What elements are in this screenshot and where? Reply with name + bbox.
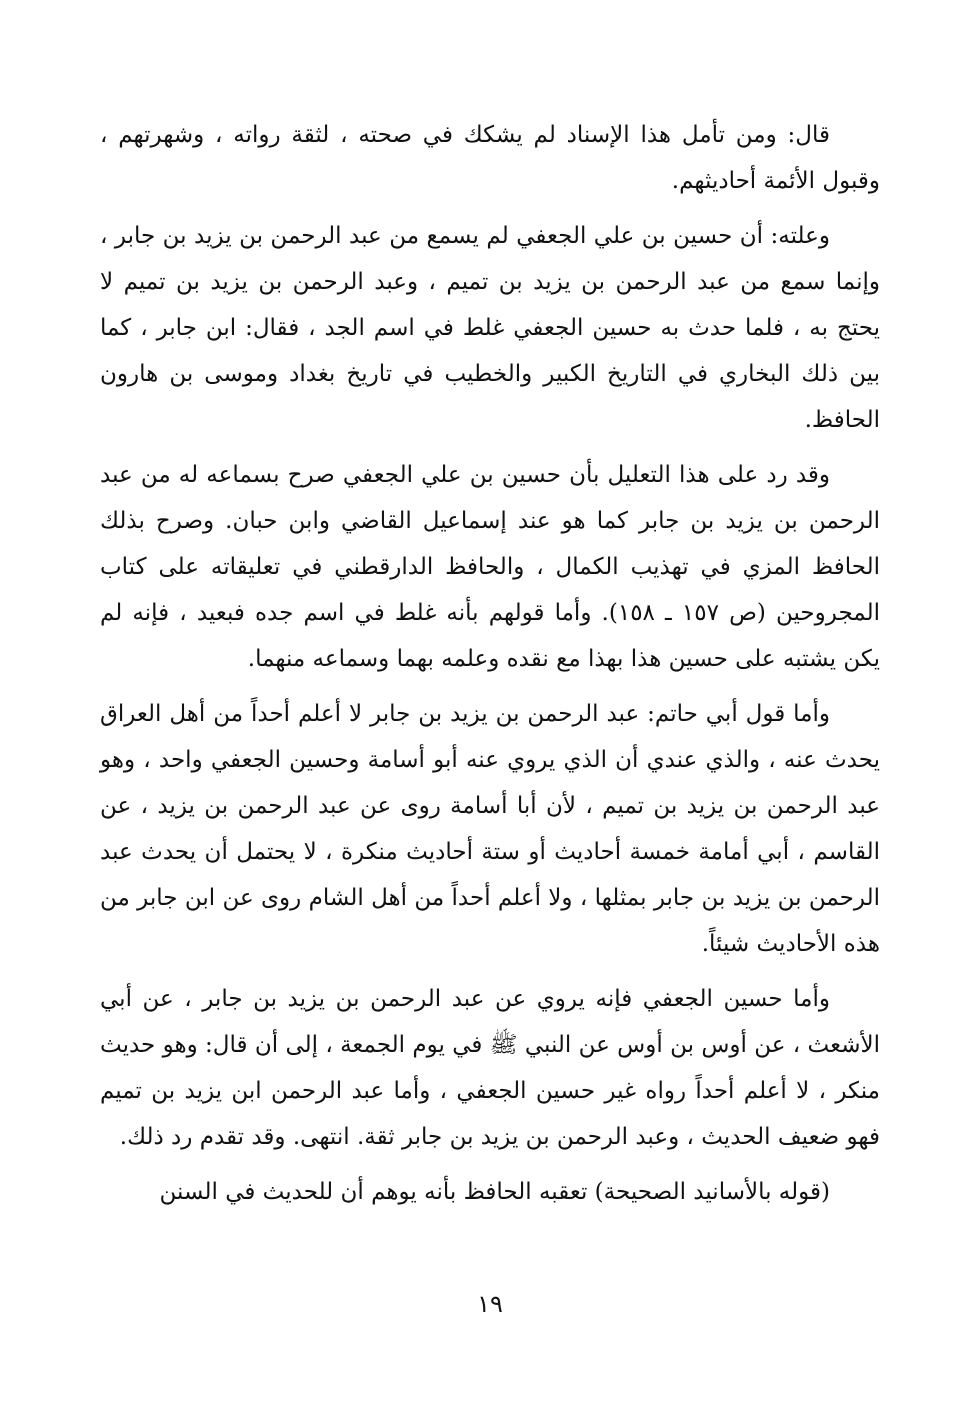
paragraph-4: وأما قول أبي حاتم: عبد الرحمن بن يزيد بن جابر لا أعلم أحداً من أهل العراق يحدث عنه ، والذي عندي أن الذي يروي عنه أبو أسامة وحسين الجعفي واحد ، وهو عبد الرحمن بن يزيد بن تميم ، لأن أبا أسامة روى عن عبد الرحمن بن يزيد ، عن القاسم ، أبي أمامة خمسة أحاديث أو ستة أحاديث منكرة ، لا يحتمل أن يحدث عبد الرحمن بن يزيد بن جابر بمثلها ، ولا أعلم أحداً من أهل الشام روى عن ابن جابر من هذه الأحاديث شيئاً.: [100, 701, 880, 957]
paragraph-3: وقد رد على هذا التعليل بأن حسين بن علي الجعفي صرح بسماعه له من عبد الرحمن بن يزيد بن جابر كما هو عند إسماعيل القاضي وابن حبان. وصرح بذلك الحافظ المزي في تهذيب الكمال ، والحافظ الدارقطني في تعليقاته على كتاب المجروحين (ص ١٥٧ ـ ١٥٨). وأما قولهم بأنه غلط في اسم جده فبعيد ، فإنه لم يكن يشتبه على حسين هذا بهذا مع نقده وعلمه بهما وسماعه منهما.: [100, 462, 880, 672]
document-body: [100, 112, 880, 1224]
paragraph-6: (قوله بالأسانيد الصحيحة) تعقبه الحافظ بأنه يوهم أن للحديث في السنن: [159, 1179, 830, 1205]
paragraph-2: وعلته: أن حسين بن علي الجعفي لم يسمع من عبد الرحمن بن يزيد بن جابر ، وإنما سمع من عبد الرحمن بن يزيد بن تميم ، وعبد الرحمن بن يزيد بن تميم لا يحتج به ، فلما حدث به حسين الجعفي غلط في اسم الجد ، فقال: ابن جابر ، كما بين ذلك البخاري في التاريخ الكبير والخطيب في تاريخ بغداد وموسى بن هارون الحافظ.: [100, 223, 880, 433]
page-number: ١٩: [477, 1290, 503, 1318]
paragraph-1: قال: ومن تأمل هذا الإسناد لم يشكك في صحته ، لثقة رواته ، وشهرتهم ، وقبول الأئمة أحاديثهم.: [100, 122, 880, 194]
paragraph-5: وأما حسين الجعفي فإنه يروي عن عبد الرحمن بن يزيد بن جابر ، عن أبي الأشعث ، عن أوس بن أوس عن النبي ﷺ في يوم الجمعة ، إلى أن قال: وهو حديث منكر ، لا أعلم أحداً رواه غير حسين الجعفي ، وأما عبد الرحمن ابن يزيد بن تميم فهو ضعيف الحديث ، وعبد الرحمن بن يزيد بن جابر ثقة. انتهى. وقد تقدم رد ذلك.: [100, 986, 880, 1150]
